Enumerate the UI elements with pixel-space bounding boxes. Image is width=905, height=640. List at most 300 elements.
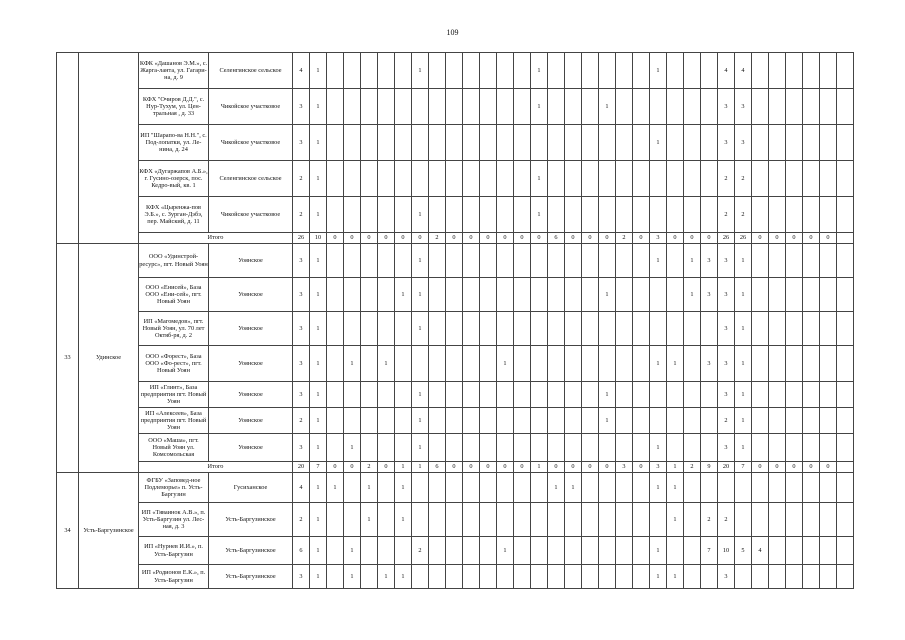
value-cell bbox=[752, 346, 769, 382]
value-cell bbox=[820, 53, 837, 89]
value-cell bbox=[378, 503, 395, 537]
value-cell bbox=[531, 244, 548, 278]
value-cell bbox=[514, 197, 531, 233]
value-cell bbox=[820, 503, 837, 537]
value-cell bbox=[769, 89, 786, 125]
value-cell bbox=[497, 503, 514, 537]
table-row bbox=[57, 565, 854, 589]
value-cell: 1 bbox=[310, 408, 327, 434]
value-cell bbox=[497, 434, 514, 462]
value-cell: 1 bbox=[395, 278, 412, 312]
value-cell bbox=[548, 434, 565, 462]
value-cell bbox=[752, 278, 769, 312]
value-cell bbox=[803, 197, 820, 233]
total-value-cell: 0 bbox=[599, 233, 616, 244]
value-cell bbox=[327, 125, 344, 161]
value-cell bbox=[582, 565, 599, 589]
value-cell bbox=[803, 382, 820, 408]
value-cell bbox=[531, 382, 548, 408]
value-cell: 3 bbox=[718, 278, 735, 312]
value-cell bbox=[803, 312, 820, 346]
value-cell bbox=[582, 312, 599, 346]
value-cell bbox=[463, 161, 480, 197]
value-cell bbox=[633, 197, 650, 233]
value-cell bbox=[701, 382, 718, 408]
value-cell bbox=[599, 312, 616, 346]
total-value-cell: 0 bbox=[480, 462, 497, 473]
value-cell bbox=[344, 53, 361, 89]
total-value-cell: 1 bbox=[395, 462, 412, 473]
value-cell bbox=[803, 53, 820, 89]
table-row bbox=[57, 125, 854, 161]
value-cell bbox=[684, 53, 701, 89]
value-cell bbox=[752, 408, 769, 434]
value-cell bbox=[684, 434, 701, 462]
value-cell bbox=[344, 89, 361, 125]
value-cell: 1 bbox=[412, 197, 429, 233]
value-cell: 1 bbox=[395, 473, 412, 503]
value-cell: 1 bbox=[735, 408, 752, 434]
value-cell bbox=[769, 537, 786, 565]
value-cell: 1 bbox=[310, 565, 327, 589]
value-cell bbox=[752, 125, 769, 161]
value-cell bbox=[701, 89, 718, 125]
value-cell bbox=[633, 53, 650, 89]
value-cell bbox=[514, 89, 531, 125]
value-cell bbox=[837, 197, 854, 233]
value-cell bbox=[786, 53, 803, 89]
forestry-cell: Уоянское bbox=[209, 244, 293, 278]
value-cell bbox=[446, 161, 463, 197]
total-value-cell: 9 bbox=[701, 462, 718, 473]
total-value-cell: 0 bbox=[480, 233, 497, 244]
value-cell bbox=[378, 244, 395, 278]
value-cell: 1 bbox=[650, 53, 667, 89]
value-cell bbox=[429, 503, 446, 537]
table-row bbox=[57, 346, 854, 382]
total-value-cell: 1 bbox=[531, 462, 548, 473]
forestry-cell: Гусиханское bbox=[209, 473, 293, 503]
value-cell bbox=[769, 565, 786, 589]
value-cell bbox=[378, 53, 395, 89]
value-cell bbox=[565, 244, 582, 278]
total-value-cell: 0 bbox=[633, 462, 650, 473]
forestry-cell: Уоянское bbox=[209, 382, 293, 408]
total-value-cell: 2 bbox=[616, 233, 633, 244]
value-cell bbox=[446, 53, 463, 89]
value-cell bbox=[786, 537, 803, 565]
value-cell bbox=[395, 125, 412, 161]
table-row bbox=[57, 408, 854, 434]
table-row bbox=[57, 161, 854, 197]
value-cell bbox=[582, 408, 599, 434]
value-cell bbox=[480, 161, 497, 197]
value-cell bbox=[599, 346, 616, 382]
table-row bbox=[57, 89, 854, 125]
value-cell bbox=[463, 408, 480, 434]
value-cell bbox=[616, 346, 633, 382]
value-cell bbox=[548, 503, 565, 537]
value-cell: 1 bbox=[378, 346, 395, 382]
value-cell bbox=[582, 473, 599, 503]
organization-cell: КФХ "Очиров Д.Д.", с. Нур-Тухум, ул. Цен-тральная , д. 33 bbox=[139, 89, 209, 125]
value-cell bbox=[667, 312, 684, 346]
value-cell bbox=[395, 89, 412, 125]
value-cell bbox=[548, 89, 565, 125]
total-value-cell: 0 bbox=[463, 233, 480, 244]
value-cell: 3 bbox=[718, 312, 735, 346]
value-cell bbox=[820, 382, 837, 408]
value-cell: 1 bbox=[735, 382, 752, 408]
region-number-cell: 34 bbox=[57, 473, 79, 589]
value-cell: 1 bbox=[412, 408, 429, 434]
value-cell bbox=[429, 125, 446, 161]
total-value-cell: 0 bbox=[769, 233, 786, 244]
organization-cell: ООО «Енисей», База ООО «Ени-сей», пгт. Новый Уоян bbox=[139, 278, 209, 312]
value-cell bbox=[820, 565, 837, 589]
value-cell bbox=[344, 125, 361, 161]
value-cell bbox=[803, 434, 820, 462]
value-cell bbox=[327, 312, 344, 346]
value-cell bbox=[446, 503, 463, 537]
value-cell bbox=[344, 503, 361, 537]
value-cell bbox=[786, 473, 803, 503]
total-value-cell: 0 bbox=[497, 462, 514, 473]
value-cell bbox=[769, 197, 786, 233]
value-cell bbox=[497, 382, 514, 408]
value-cell: 1 bbox=[310, 434, 327, 462]
value-cell bbox=[667, 434, 684, 462]
value-cell bbox=[514, 346, 531, 382]
value-cell bbox=[514, 565, 531, 589]
value-cell bbox=[650, 89, 667, 125]
value-cell bbox=[463, 244, 480, 278]
value-cell bbox=[837, 89, 854, 125]
value-cell: 1 bbox=[310, 161, 327, 197]
value-cell bbox=[684, 565, 701, 589]
value-cell bbox=[361, 382, 378, 408]
value-cell bbox=[497, 565, 514, 589]
total-value-cell: 0 bbox=[378, 233, 395, 244]
value-cell bbox=[633, 565, 650, 589]
value-cell bbox=[565, 161, 582, 197]
value-cell bbox=[361, 346, 378, 382]
value-cell: 1 bbox=[310, 537, 327, 565]
value-cell bbox=[667, 89, 684, 125]
value-cell: 2 bbox=[701, 503, 718, 537]
table-row bbox=[57, 537, 854, 565]
value-cell: 1 bbox=[310, 346, 327, 382]
total-row bbox=[57, 462, 854, 473]
value-cell bbox=[378, 89, 395, 125]
value-cell bbox=[548, 346, 565, 382]
value-cell bbox=[701, 434, 718, 462]
value-cell bbox=[650, 161, 667, 197]
value-cell bbox=[599, 197, 616, 233]
table-row bbox=[57, 503, 854, 537]
value-cell bbox=[752, 312, 769, 346]
value-cell bbox=[514, 125, 531, 161]
value-cell bbox=[565, 89, 582, 125]
value-cell bbox=[463, 473, 480, 503]
value-cell bbox=[599, 503, 616, 537]
value-cell: 1 bbox=[667, 565, 684, 589]
value-cell: 3 bbox=[293, 565, 310, 589]
value-cell bbox=[582, 125, 599, 161]
value-cell bbox=[412, 89, 429, 125]
value-cell bbox=[582, 161, 599, 197]
total-value-cell: 0 bbox=[599, 462, 616, 473]
value-cell bbox=[582, 537, 599, 565]
value-cell bbox=[463, 537, 480, 565]
value-cell bbox=[412, 473, 429, 503]
value-cell bbox=[565, 312, 582, 346]
value-cell bbox=[361, 408, 378, 434]
value-cell bbox=[395, 161, 412, 197]
organization-cell: ФГБУ «Заповед-ное Подлеморье» п. Усть-Баргузин bbox=[139, 473, 209, 503]
value-cell bbox=[395, 312, 412, 346]
value-cell: 1 bbox=[650, 434, 667, 462]
value-cell bbox=[463, 565, 480, 589]
total-value-cell: 0 bbox=[327, 462, 344, 473]
value-cell: 1 bbox=[650, 125, 667, 161]
total-value-cell: 6 bbox=[429, 462, 446, 473]
value-cell: 1 bbox=[684, 278, 701, 312]
value-cell: 1 bbox=[344, 346, 361, 382]
value-cell bbox=[616, 312, 633, 346]
value-cell bbox=[446, 125, 463, 161]
value-cell bbox=[480, 346, 497, 382]
total-value-cell: 1 bbox=[667, 462, 684, 473]
total-value-cell: 3 bbox=[650, 233, 667, 244]
value-cell bbox=[752, 244, 769, 278]
value-cell bbox=[446, 382, 463, 408]
value-cell bbox=[429, 346, 446, 382]
value-cell bbox=[514, 53, 531, 89]
value-cell bbox=[548, 161, 565, 197]
value-cell: 1 bbox=[650, 565, 667, 589]
total-value-cell: 0 bbox=[446, 233, 463, 244]
organization-cell: ИП «Тяваинок А.В.», п. Усть-Баргузин ул. Лес-ная, д. 3 bbox=[139, 503, 209, 537]
value-cell: 1 bbox=[361, 473, 378, 503]
value-cell bbox=[650, 278, 667, 312]
total-value-cell: 0 bbox=[565, 233, 582, 244]
region-number-cell bbox=[57, 53, 79, 244]
value-cell: 1 bbox=[667, 346, 684, 382]
forestry-cell: Уоянское bbox=[209, 346, 293, 382]
value-cell bbox=[633, 89, 650, 125]
value-cell bbox=[395, 53, 412, 89]
value-cell bbox=[463, 278, 480, 312]
value-cell: 2 bbox=[293, 161, 310, 197]
value-cell: 1 bbox=[344, 537, 361, 565]
value-cell bbox=[684, 382, 701, 408]
value-cell: 3 bbox=[293, 244, 310, 278]
value-cell bbox=[480, 434, 497, 462]
value-cell bbox=[786, 312, 803, 346]
value-cell bbox=[837, 278, 854, 312]
value-cell bbox=[667, 161, 684, 197]
organization-cell: КФХ «Дугаржапов А.Б.», г. Гусино-озерск, пос. Кедро-вый, кв. 1 bbox=[139, 161, 209, 197]
value-cell: 1 bbox=[667, 473, 684, 503]
value-cell bbox=[667, 278, 684, 312]
value-cell bbox=[463, 434, 480, 462]
value-cell bbox=[446, 312, 463, 346]
value-cell bbox=[429, 434, 446, 462]
value-cell bbox=[667, 408, 684, 434]
value-cell bbox=[327, 197, 344, 233]
value-cell: 1 bbox=[735, 434, 752, 462]
value-cell bbox=[582, 503, 599, 537]
value-cell: 1 bbox=[667, 503, 684, 537]
organization-cell: КФХ «Цыренжа-пов Э.Б.», с. Зурган-Дэбэ, пер. Майский, д. 11 bbox=[139, 197, 209, 233]
value-cell: 1 bbox=[599, 278, 616, 312]
value-cell bbox=[752, 434, 769, 462]
value-cell bbox=[837, 434, 854, 462]
value-cell: 1 bbox=[395, 565, 412, 589]
value-cell bbox=[769, 503, 786, 537]
value-cell bbox=[786, 244, 803, 278]
value-cell bbox=[429, 565, 446, 589]
table-row bbox=[57, 244, 854, 278]
value-cell bbox=[548, 125, 565, 161]
table-row bbox=[57, 434, 854, 462]
value-cell: 1 bbox=[344, 434, 361, 462]
value-cell bbox=[395, 434, 412, 462]
value-cell bbox=[429, 197, 446, 233]
value-cell bbox=[497, 89, 514, 125]
value-cell bbox=[463, 346, 480, 382]
value-cell bbox=[395, 382, 412, 408]
value-cell bbox=[480, 473, 497, 503]
value-cell bbox=[650, 312, 667, 346]
value-cell bbox=[786, 382, 803, 408]
value-cell bbox=[820, 161, 837, 197]
value-cell bbox=[327, 537, 344, 565]
value-cell bbox=[599, 565, 616, 589]
value-cell bbox=[701, 125, 718, 161]
value-cell: 1 bbox=[650, 537, 667, 565]
value-cell bbox=[327, 382, 344, 408]
value-cell bbox=[395, 197, 412, 233]
value-cell bbox=[684, 537, 701, 565]
value-cell: 5 bbox=[735, 537, 752, 565]
value-cell bbox=[344, 278, 361, 312]
value-cell bbox=[650, 382, 667, 408]
value-cell bbox=[837, 382, 854, 408]
value-cell: 1 bbox=[378, 565, 395, 589]
value-cell bbox=[837, 244, 854, 278]
value-cell bbox=[752, 197, 769, 233]
total-value-cell: 0 bbox=[786, 233, 803, 244]
value-cell bbox=[803, 244, 820, 278]
value-cell bbox=[565, 537, 582, 565]
value-cell bbox=[565, 278, 582, 312]
value-cell bbox=[837, 125, 854, 161]
total-value-cell bbox=[837, 462, 854, 473]
value-cell: 2 bbox=[293, 408, 310, 434]
value-cell bbox=[701, 197, 718, 233]
value-cell bbox=[344, 161, 361, 197]
value-cell bbox=[446, 565, 463, 589]
value-cell: 1 bbox=[310, 503, 327, 537]
value-cell bbox=[684, 346, 701, 382]
value-cell bbox=[633, 503, 650, 537]
value-cell bbox=[361, 53, 378, 89]
value-cell: 1 bbox=[310, 382, 327, 408]
value-cell bbox=[701, 408, 718, 434]
value-cell bbox=[735, 565, 752, 589]
total-value-cell: 0 bbox=[769, 462, 786, 473]
value-cell bbox=[480, 565, 497, 589]
value-cell bbox=[446, 408, 463, 434]
value-cell: 3 bbox=[293, 125, 310, 161]
table-row bbox=[57, 53, 854, 89]
value-cell bbox=[344, 382, 361, 408]
forestry-cell: Уоянское bbox=[209, 408, 293, 434]
value-cell bbox=[361, 537, 378, 565]
total-value-cell: 0 bbox=[582, 462, 599, 473]
value-cell bbox=[548, 278, 565, 312]
value-cell bbox=[616, 53, 633, 89]
value-cell bbox=[361, 278, 378, 312]
value-cell bbox=[395, 346, 412, 382]
value-cell bbox=[633, 312, 650, 346]
value-cell: 1 bbox=[310, 53, 327, 89]
value-cell bbox=[667, 197, 684, 233]
value-cell bbox=[769, 312, 786, 346]
value-cell: 3 bbox=[293, 312, 310, 346]
value-cell bbox=[599, 537, 616, 565]
value-cell bbox=[446, 346, 463, 382]
value-cell: 2 bbox=[293, 503, 310, 537]
value-cell bbox=[820, 312, 837, 346]
page-number: 109 bbox=[446, 28, 459, 37]
value-cell bbox=[497, 53, 514, 89]
total-value-cell: 0 bbox=[548, 462, 565, 473]
value-cell bbox=[684, 312, 701, 346]
total-value-cell: 0 bbox=[327, 233, 344, 244]
total-value-cell: 0 bbox=[344, 233, 361, 244]
value-cell bbox=[633, 537, 650, 565]
value-cell bbox=[684, 197, 701, 233]
value-cell bbox=[378, 473, 395, 503]
value-cell bbox=[582, 346, 599, 382]
value-cell bbox=[803, 503, 820, 537]
value-cell: 1 bbox=[650, 346, 667, 382]
total-value-cell: 0 bbox=[412, 233, 429, 244]
value-cell bbox=[650, 408, 667, 434]
forestry-cell: Уоянское bbox=[209, 434, 293, 462]
value-cell bbox=[531, 434, 548, 462]
value-cell: 6 bbox=[293, 537, 310, 565]
value-cell: 1 bbox=[599, 89, 616, 125]
value-cell: 4 bbox=[735, 53, 752, 89]
value-cell bbox=[446, 473, 463, 503]
total-value-cell: 0 bbox=[565, 462, 582, 473]
value-cell bbox=[446, 434, 463, 462]
value-cell bbox=[446, 244, 463, 278]
value-cell bbox=[769, 278, 786, 312]
value-cell bbox=[650, 197, 667, 233]
value-cell bbox=[752, 565, 769, 589]
value-cell bbox=[769, 125, 786, 161]
value-cell bbox=[463, 197, 480, 233]
value-cell bbox=[786, 125, 803, 161]
value-cell bbox=[446, 537, 463, 565]
value-cell bbox=[701, 312, 718, 346]
forestry-cell: Селенгинское сельское bbox=[209, 161, 293, 197]
